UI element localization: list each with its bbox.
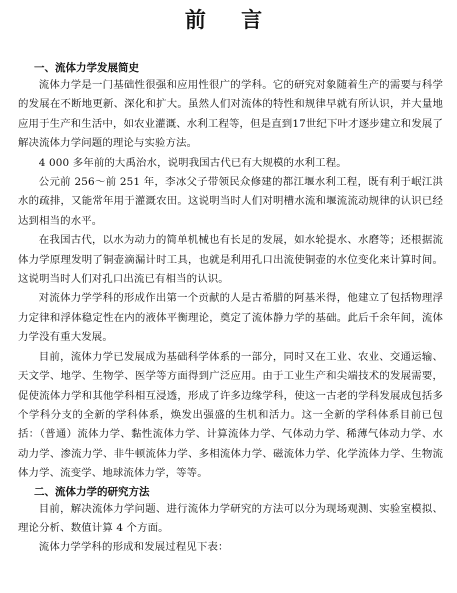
paragraph-table-intro: 流体力学学科的形成和发展过程见下表： — [38, 541, 229, 554]
paragraph-methods: 目前，解决流体力学问题、进行流体力学研究的方法可以分为现场观测、实验室模拟、理论分析、数值计算 4 个方面。 — [18, 502, 443, 534]
paragraph-dujiangyan: 公元前 256～前 251 年，李冰父子带领民众修建的都江堰水利工程，既有利于岷江洪水的疏排，又能常年用于灌溉农田。这说明当时人们对明槽水流和堰流流动规律的认识已经达到相当的水平。 — [18, 176, 443, 227]
section-heading-methods: 二、流体力学的研究方法 — [34, 485, 150, 498]
page-title: 前 言 — [184, 8, 277, 32]
paragraph-ancient-machines: 在我国古代，以水为动力的简单机械也有长足的发展，如水轮提水、水磨等；还根据流体力学原理发明了铜壶滴漏计时工具，也就是利用孔口出流使铜壶的水位变化来计算时间。这说明当时人们对孔口出流已有相当的认识。 — [18, 234, 443, 286]
paragraph-dayu: 4 000 多年前的大禹治水，说明我国古代已有大规模的水利工程。 — [38, 156, 347, 169]
paragraph-archimedes: 对流体力学学科的形成作出第一个贡献的人是古希腊的阿基米得，他建立了包括物理浮力定律和浮体稳定性在内的液体平衡理论，奠定了流体静力学的基础。此后千余年间，流体力学没有重大发展。 — [18, 292, 443, 344]
paragraph-modern-disciplines: 目前，流体力学已发展成为基础科学体系的一部分，同时又在工业、农业、交通运输、天文学、地学、生物学、医学等方面得到广泛应用。由于工业生产和尖端技术的发展需要，促使流体力学和其他学科相互浸透，形成了许多边缘学科，使这一古老的学科发展成包括多个学科分支的全新的学科体系，焕发出强盛的生机和活力。这一全新的学科体系目前已包括：（普通）流体力学、黏性流体力学、计算流体力学、气体动力学、稀薄气体动力学、水动力学、渗流力学、非牛顿流体力学、多相流体力学、磁流体力学、化学流体力学、生物流体力学、流变学、地球流体力学，等等。 — [18, 350, 443, 480]
paragraph-intro: 流体力学是一门基础性很强和应用性很广的学科。它的研究对象随着生产的需要与科学的发展在不断地更新、深化和扩大。虽然人们对流体的特性和规律早就有所认识，并大量地应用于生产和生活中，如农业灌溉、水利工程等，但是直到17世纪下叶才逐步建立和发展了解决流体力学问题的理论与实验方法。 — [18, 79, 443, 150]
section-heading-history: 一、流体力学发展简史 — [34, 62, 139, 74]
